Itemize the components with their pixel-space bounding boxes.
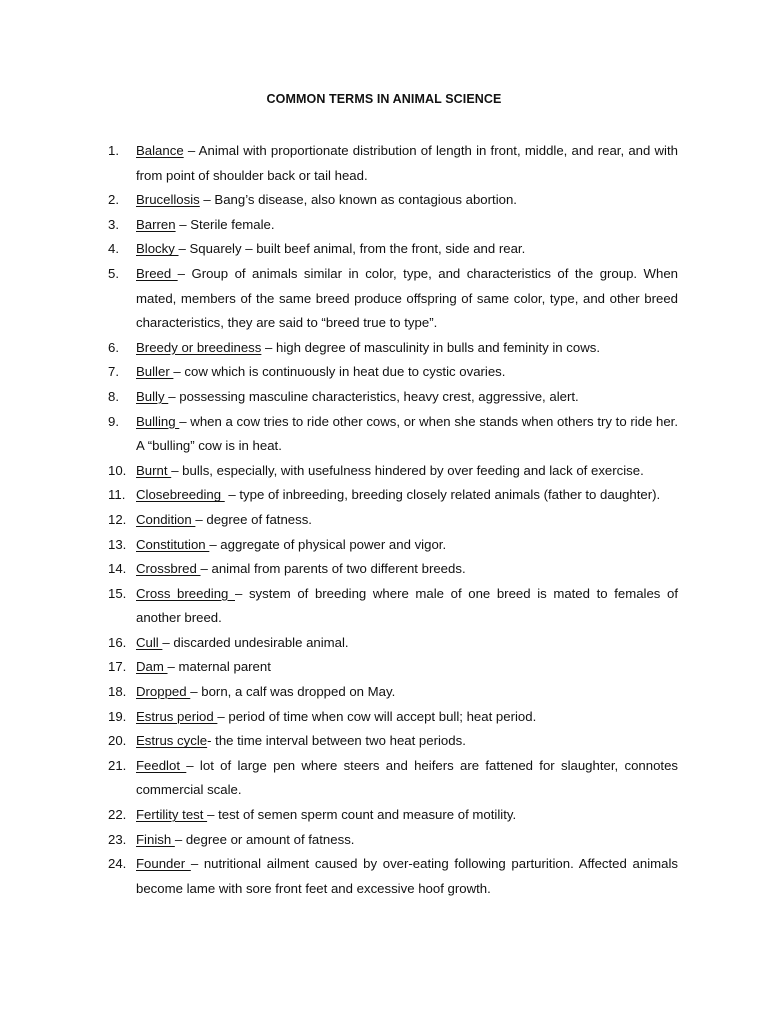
term-definition [136, 582, 678, 631]
term-word: Cross breeding [136, 585, 235, 601]
term-number-text: 24. [108, 856, 127, 872]
term-description: – test of semen sperm count and measure of motility. [207, 807, 517, 823]
term-description: – animal from parents of two different breeds. [200, 561, 466, 577]
term-word: Dropped [136, 684, 191, 700]
term-definition [136, 360, 678, 385]
term-item [104, 508, 678, 533]
term-number-text: 6. [108, 339, 119, 355]
term-number [104, 754, 136, 803]
term-number-text: 5. [108, 265, 119, 281]
term-number-text: 16. [108, 634, 127, 650]
term-number [104, 139, 136, 188]
term-item [104, 336, 678, 361]
term-word: Fertility test [136, 807, 208, 823]
term-number-text: 17. [108, 659, 127, 675]
term-word: Closebreeding [136, 487, 225, 503]
term-word: Estrus period [136, 708, 218, 724]
term-item [104, 705, 678, 730]
term-definition [136, 828, 678, 853]
term-definition [136, 483, 678, 508]
term-description: - the time interval between two heat periods. [207, 733, 466, 749]
term-description: – nutritional ailment caused by over-eating following parturition. Affected animals become lame with sore front feet and excessive hoof growth. [136, 856, 678, 896]
term-number [104, 852, 136, 901]
term-description: – high degree of masculinity in bulls and feminity in cows. [261, 339, 601, 355]
term-definition [136, 139, 678, 188]
term-item [104, 385, 678, 410]
term-word: Bully [136, 388, 169, 404]
term-definition [136, 410, 678, 459]
term-description: – Squarely – built beef animal, from the front, side and rear. [178, 241, 526, 257]
term-item [104, 754, 678, 803]
term-number [104, 237, 136, 262]
term-word: Barren [136, 216, 176, 232]
term-number-text: 22. [108, 807, 127, 823]
term-item [104, 360, 678, 385]
term-word: Balance [136, 143, 184, 158]
term-number-text: 19. [108, 708, 127, 724]
term-description: – period of time when cow will accept bull; heat period. [217, 708, 537, 724]
term-definition [136, 852, 678, 901]
term-number [104, 385, 136, 410]
term-definition [136, 213, 678, 238]
term-number [104, 262, 136, 336]
term-number [104, 360, 136, 385]
term-number [104, 582, 136, 631]
term-number-text: 21. [108, 757, 127, 773]
term-definition [136, 508, 678, 533]
term-number-text: 3. [108, 216, 119, 232]
term-word: Founder [136, 856, 191, 872]
term-number-text: 18. [108, 684, 127, 700]
term-number [104, 483, 136, 508]
term-number-text: 20. [108, 733, 127, 749]
term-number-text: 13. [108, 536, 127, 552]
term-word: Breedy or breediness [136, 339, 262, 355]
term-description: – aggregate of physical power and vigor. [209, 536, 447, 552]
term-number [104, 557, 136, 582]
term-number [104, 410, 136, 459]
term-item [104, 213, 678, 238]
term-word: Burnt [136, 462, 172, 478]
term-description: – born, a calf was dropped on May. [190, 684, 396, 700]
term-word: Feedlot [136, 757, 187, 773]
term-word: Condition [136, 511, 196, 527]
term-definition [136, 803, 678, 828]
term-description: – Group of animals similar in color, type, and characteristics of the group. When mated, members of the same breed produce offspring of same color, type, and other breed characteristics, they are said to “breed true to type”. [136, 265, 678, 331]
term-description: – maternal parent [167, 659, 271, 675]
term-item [104, 557, 678, 582]
term-description: – when a cow tries to ride other cows, or when she stands when others try to ride her. A “bulling” cow is in heat. [136, 413, 678, 454]
term-definition [136, 533, 678, 558]
term-word: Blocky [136, 241, 179, 257]
term-definition [136, 729, 678, 754]
term-number [104, 533, 136, 558]
term-number-text: 11. [108, 487, 126, 503]
term-number-text: 7. [108, 364, 119, 380]
term-item [104, 410, 678, 459]
term-description: – Bang’s disease, also known as contagious abortion. [199, 192, 517, 208]
term-item [104, 533, 678, 558]
term-word: Estrus cycle [136, 733, 208, 749]
term-number-text: 4. [108, 241, 119, 257]
term-item [104, 483, 678, 508]
term-definition [136, 655, 678, 680]
term-word: Bulling [136, 413, 180, 429]
term-item [104, 262, 678, 336]
term-definition [136, 754, 678, 803]
term-number [104, 336, 136, 361]
term-definition [136, 631, 678, 656]
term-description: – degree or amount of fatness. [174, 831, 355, 847]
term-number-text: 10. [108, 462, 127, 478]
term-word: Constitution [136, 536, 210, 552]
term-item [104, 655, 678, 680]
term-definition [136, 262, 678, 336]
term-definition [136, 680, 678, 705]
term-word: Breed [136, 265, 178, 281]
term-word: Buller [136, 364, 174, 380]
term-description: – cow which is continuously in heat due to cystic ovaries. [173, 364, 506, 380]
term-number [104, 729, 136, 754]
term-number-text: 9. [108, 413, 119, 429]
term-description: – system of breeding where male of one breed is mated to females of another breed. [136, 585, 678, 626]
term-number [104, 631, 136, 656]
term-number-text: 2. [108, 192, 119, 208]
term-number [104, 680, 136, 705]
term-definition [136, 336, 678, 361]
term-definition [136, 705, 678, 730]
term-description: – lot of large pen where steers and heifers are fattened for slaughter, connotes commercial scale. [136, 757, 678, 798]
term-item [104, 139, 678, 188]
term-number-text: 8. [108, 388, 119, 404]
term-definition [136, 237, 678, 262]
term-description: – discarded undesirable animal. [162, 634, 349, 650]
term-item [104, 237, 678, 262]
term-item [104, 680, 678, 705]
term-description: – type of inbreeding, breeding closely related animals (father to daughter). [224, 487, 661, 503]
term-item [104, 828, 678, 853]
term-number [104, 213, 136, 238]
terms-list [104, 139, 678, 901]
term-number [104, 803, 136, 828]
term-definition [136, 557, 678, 582]
term-description: – Animal with proportionate distribution of length in front, middle, and rear, and with from point of shoulder back or tail head. [136, 143, 678, 183]
term-word: Cull [136, 634, 163, 650]
term-item [104, 582, 678, 631]
term-description: – Sterile female. [175, 216, 275, 232]
term-number-text: 23. [108, 831, 127, 847]
term-description: – possessing masculine characteristics, heavy crest, aggressive, alert. [168, 388, 579, 404]
term-number [104, 188, 136, 213]
term-number [104, 655, 136, 680]
term-number [104, 705, 136, 730]
term-number [104, 459, 136, 484]
term-definition [136, 385, 678, 410]
term-definition [136, 188, 678, 213]
term-item [104, 459, 678, 484]
term-word: Finish [136, 831, 175, 847]
term-number-text: 15. [108, 585, 127, 601]
term-item [104, 852, 678, 901]
term-item [104, 631, 678, 656]
term-number-text: 1. [108, 143, 119, 158]
term-item [104, 729, 678, 754]
term-item [104, 803, 678, 828]
term-word: Brucellosis [136, 192, 200, 208]
term-number [104, 508, 136, 533]
term-number [104, 828, 136, 853]
term-number-text: 12. [108, 511, 127, 527]
term-description: – bulls, especially, with usefulness hindered by over feeding and lack of exercise. [171, 462, 644, 478]
term-item [104, 188, 678, 213]
term-word: Crossbred [136, 561, 201, 577]
page-title: COMMON TERMS IN ANIMAL SCIENCE [266, 92, 502, 106]
term-word: Dam [136, 659, 168, 675]
term-description: – degree of fatness. [195, 511, 312, 527]
term-definition [136, 459, 678, 484]
term-number-text: 14. [108, 561, 127, 577]
